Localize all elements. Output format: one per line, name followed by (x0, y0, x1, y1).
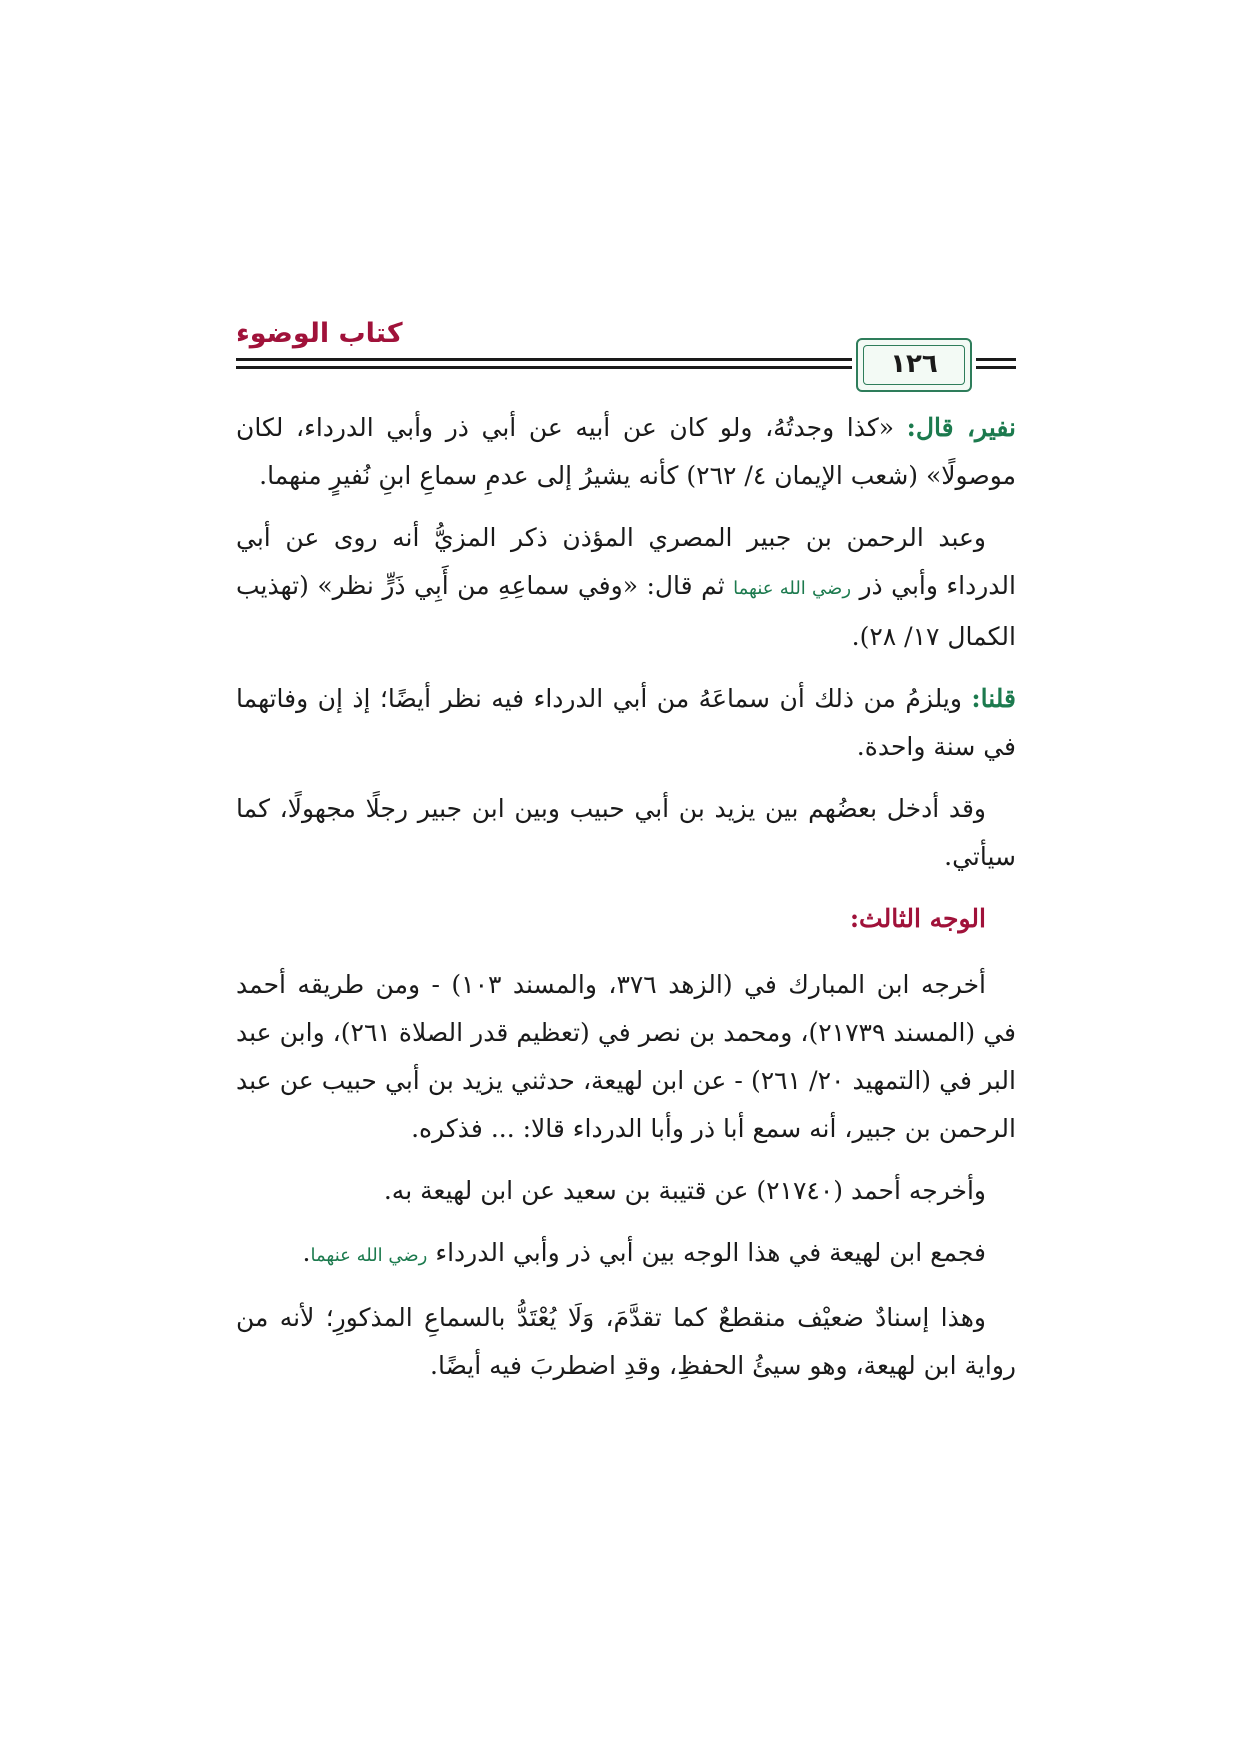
honorific-symbol: رضي الله عنهما (733, 578, 852, 599)
page-body (236, 404, 1016, 1404)
paragraph-text: وعبد الرحمن بن جبير المصري المؤذن ذكر المزيُّ أنه روى عن أبي الدرداء وأبي ذر (236, 523, 1016, 600)
section-heading: الوجه الثالث: (849, 904, 986, 933)
paragraph-text: وقد أدخل بعضُهم بين يزيد بن أبي حبيب وبين ابن جبير رجلًا مجهولًا، كما سيأتي. (236, 794, 1016, 871)
paragraph (236, 1294, 1016, 1390)
paragraph (236, 961, 1016, 1153)
paragraph (236, 404, 1016, 500)
page-number-badge (856, 338, 972, 392)
header-rule (236, 366, 852, 369)
paragraph-text: ثم قال: «وفي سماعِهِ من أَبِي ذَرٍّ نظر» (تهذيب الكمال ١٧/ ٢٨). (236, 571, 1016, 651)
paragraph (236, 785, 1016, 881)
header-rule (976, 366, 1016, 369)
page-header (236, 310, 1016, 390)
lead-label: قلنا: (971, 684, 1016, 713)
paragraph (236, 514, 1016, 661)
paragraph-text: وهذا إسنادٌ ضعيْف منقطعٌ كما تقدَّمَ، وَلَا يُعْتَدُّ بالسماعِ المذكورِ؛ لأنه من رواية ابن لهيعة، وهو سيئُ الحفظِ، وقدِ اضطربَ فيه أيضًا. (236, 1303, 1016, 1380)
lead-label: نفير، قال: (906, 413, 1016, 442)
paragraph (236, 1229, 1016, 1280)
paragraph-text: «كذا وجدتُهُ، ولو كان عن أبيه عن أبي ذر وأبي الدرداء، لكان موصولًا» (شعب الإيمان ٤/ ٢٦٢) كأنه يشيرُ إلى عدمِ سماعِ ابنِ نُفيرٍ منهما. (236, 413, 1016, 490)
header-rule (976, 358, 1016, 361)
paragraph-text: ويلزمُ من ذلك أن سماعَهُ من أبي الدرداء فيه نظر أيضًا؛ إذ إن وفاتهما في سنة واحدة. (236, 684, 1016, 761)
book-title: كتاب الوضوء (236, 318, 403, 349)
paragraph (236, 1167, 1016, 1215)
paragraph-text: وأخرجه أحمد (٢١٧٤٠) عن قتيبة بن سعيد عن ابن لهيعة به. (383, 1176, 986, 1205)
header-rule (236, 358, 852, 361)
honorific-symbol: رضي الله عنهما (310, 1245, 428, 1266)
paragraph-text: أخرجه ابن المبارك في (الزهد ٣٧٦، والمسند ١٠٣) - ومن طريقه أحمد في (المسند ٢١٧٣٩)، ومحمد بن نصر في (تعظيم قدر الصلاة ٢٦١)، وابن عبد البر في (التمهيد ٢٠/ ٢٦١) - عن ابن لهيعة، حدثني يزيد بن أبي حبيب عن عبد الرحمن بن جبير، أنه سمع أبا ذر وأبا الدرداء قالا: ... فذكره. (236, 970, 1017, 1143)
paragraph-text: . (302, 1238, 311, 1267)
paragraph-text: فجمع ابن لهيعة في هذا الوجه بين أبي ذر وأبي الدرداء (427, 1238, 986, 1267)
page-number: ١٢٦ (890, 349, 938, 379)
paragraph (236, 675, 1016, 771)
